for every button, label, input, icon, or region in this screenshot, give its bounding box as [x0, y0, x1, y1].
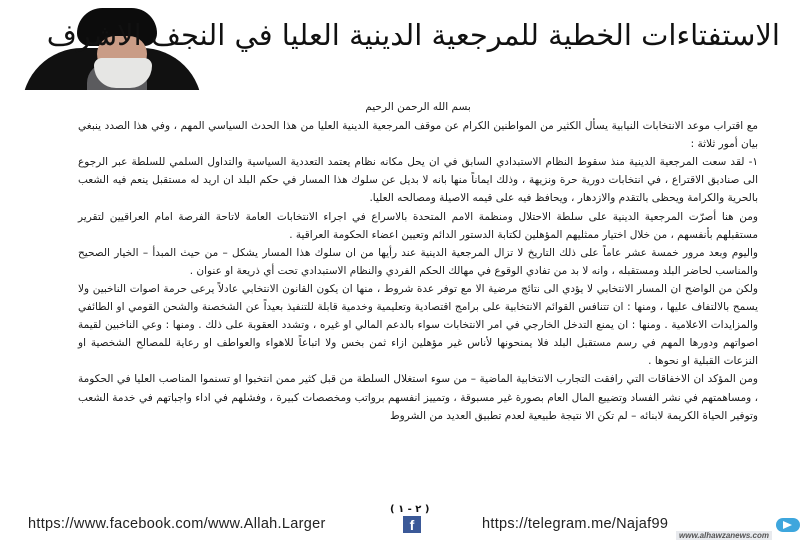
paragraph: مع اقتراب موعد الانتخابات النيابية يسأل الكثير من المواطنين الكرام عن موقف المرجعية الدينية العليا من هذا الحدث السياسي المهم ، وفي هذا الصدد ينبغي بيان أمور ثلاثة : [78, 120, 758, 151]
facebook-icon[interactable]: f [403, 516, 421, 533]
paragraph: ولكن من الواضح ان المسار الانتخابي لا يؤدي الى نتائج مرضية الا مع توفر عدة شروط ، منها ان يكون القانون الانتخابي عادلاً يرعى حرمة اصوات الناخبين ولا يسمح بالالتفاف عليها ، ومنها : ان تتنافس القوائم الانتخابية على برامج اقتصادية وتعليمية وخدمية قابلة للتنفيذ بعيداً عن الشخصنة والشحن القومي او الطائفي والمزايدات الاعلامية . ومنها : ان يمنع التدخل الخارجي في امر الانتخابات سواء بالدعم المالي او غيره ، وتشدد العقوبة على ذلك . ومنها : وعي الناخبين لقيمة اصواتهم ودورها المهم في رسم مستقبل البلد فلا يمنحونها لأناس غير مؤهلين ازاء ثمن بخس ولا اتباعاً للاهواء والعواطف او رعاية للمصالح الشخصية او النزعات القبلية او نحوها . [78, 282, 758, 368]
footer [0, 510, 810, 540]
paragraph: ١- لقد سعت المرجعية الدينية منذ سقوط النظام الاستبدادي السابق في ان يحل مكانه نظام يعتمد التعددية السياسية والتداول السلمي للسلطة عبر الرجوع الى صناديق الاقتراع ، في انتخابات دورية حرة ونزيهة ، وذلك ايماناً منها بانه لا بديل عن سلوك هذا المسار في حكم البلد ان اريد له مستقبل ينعم فيه الشعب بالحرية والكرامة ويحظى بالتقدم والازدهار ، ويحافظ فيه على قيمه الاصيلة ومصالحه العليا. [78, 156, 758, 205]
paragraph: ومن هنا أصرّت المرجعية الدينية على سلطة الاحتلال ومنظمة الامم المتحدة بالاسراع في اجراء الانتخابات العامة لاتاحة الفرصة امام العراقيين لتقرير مستقبلهم بأنفسهم ، من خلال اختيار ممثليهم المؤهلين لكتابة الدستور الدائم وتعيين اعضاء الحكومة العراقية . [78, 210, 758, 241]
telegram-link[interactable]: https://telegram.me/Najaf99 [482, 516, 669, 532]
paragraph: ومن المؤكد ان الاخفاقات التي رافقت التجارب الانتخابية الماضية – من سوء استغلال السلطة من قبل كثير ممن انتخبوا او تسنموا المناصب العليا في الحكومة ، ومساهمتهم في نشر الفساد وتضييع المال العام بصورة غير مسبوقة ، وتمييز انفسهم برواتب ومخصصات كبيرة ، وفشلهم في اداء واجباتهم في خدمة الشعب وتوفير الحياة الكريمة لابنائه – لم تكن الا نتيجة طبيعية لعدم تطبيق العديد من الشروط [78, 373, 758, 422]
site-watermark: www.alhawzanews.com [676, 531, 772, 540]
page-title: الاستفتاءات الخطية للمرجعية الدينية العليا في النجف الاشرف [46, 18, 780, 52]
document-body [78, 98, 758, 498]
basmala: بسم الله الرحمن الرحيم [365, 101, 471, 113]
page-number: ( ٢ - ١ ) [390, 504, 430, 515]
paragraph: واليوم وبعد مرور خمسة عشر عاماً على ذلك التاريخ لا تزال المرجعية الدينية عند رأيها من ان سلوك هذا المسار يشكل – من حيث المبدأ – الخيار الصحيح والمناسب لحاضر البلد ومستقبله ، وانه لا بد من تفادي الوقوع في مهالك الحكم الفردي والنظام الاستبدادي تحت أي ذريعة او عنوان . [78, 246, 758, 277]
telegram-icon[interactable] [776, 518, 800, 532]
facebook-link[interactable]: https://www.facebook.com/www.Allah.Larger [28, 516, 326, 532]
